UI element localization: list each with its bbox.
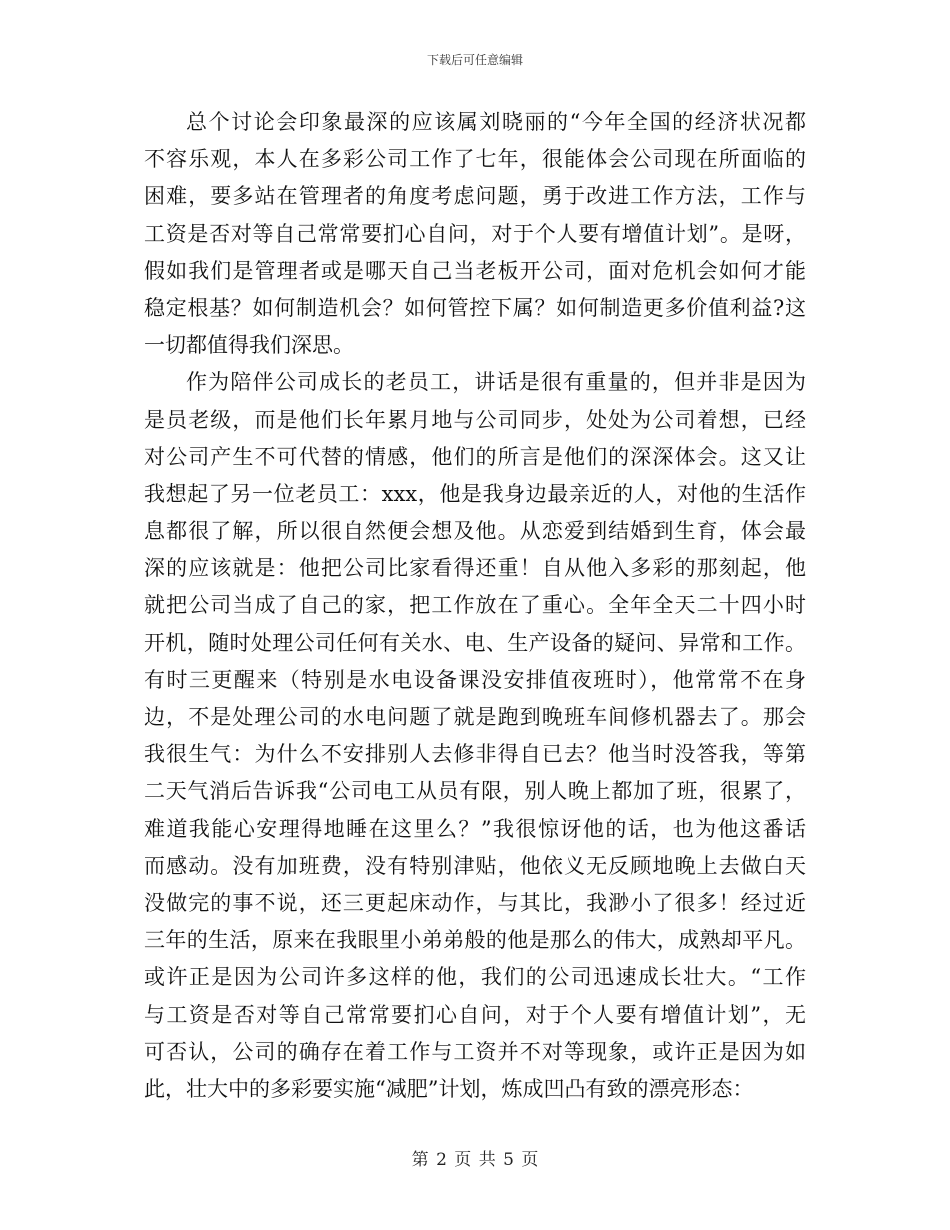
paragraph-1-line: 假如我们是管理者或是哪天自己当老板开公司，面对危机会如何才能 [144,258,806,283]
paragraph-2-line: 可否认，公司的确存在着工作与工资并不对等现象，或许正是因为如 [144,1039,806,1064]
paragraph-2-line: 而感动。没有加班费，没有特别津贴，他依义无反顾地晚上去做白天 [144,853,806,878]
paragraph-2-line: 深的应该就是：他把公司比家看得还重！自从他入多彩的那刻起，他 [144,556,806,581]
paragraph-2-line: 此，壮大中的多彩要实施“减肥”计划，炼成凹凸有致的漂亮形态： [144,1076,754,1101]
paragraph-1-line: 困难，要多站在管理者的角度考虑问题，勇于改进工作方法，工作与 [144,184,806,209]
paragraph-1-line: 稳定根基？如何制造机会？如何管控下属？如何制造更多价值利益?这 [144,295,806,320]
paragraph-1-line: 一切都值得我们深思。 [144,333,354,358]
paragraph-2-line: 二天气消后告诉我“公司电工从员有限，别人晚上都加了班，很累了， [144,779,806,804]
paragraph-2-line: 与工资是否对等自己常常要扪心自问，对于个人要有增值计划”，无 [144,1002,806,1027]
paragraph-2-line: 对公司产生不可代替的情感，他们的所言是他们的深深体会。这又让 [144,444,806,469]
paragraph-2-line: 我很生气：为什么不安排别人去修非得自已去？他当时没答我，等第 [144,742,806,767]
paragraph-2-line: 有时三更醒来（特别是水电设备课没安排值夜班时），他常常不在身 [144,667,806,692]
paragraph-2-line: 作为陪伴公司成长的老员工，讲话是很有重量的，但并非是因为 [186,370,806,395]
paragraph-2-line: 息都很了解，所以很自然便会想及他。从恋爱到结婚到生育，体会最 [144,519,806,544]
body-text [144,104,806,1108]
paragraph-2-line: 难道我能心安理得地睡在这里么？”我很惊讶他的话，也为他这番话 [144,816,806,841]
paragraph-1-line: 总个讨论会印象最深的应该属刘晓丽的“今年全国的经济状况都 [186,110,806,134]
page-number-footer: 第 2 页 共 5 页 [411,1150,539,1170]
paragraph-2-line: 是员老级，而是他们长年累月地与公司同步，处处为公司着想，已经 [144,407,806,432]
paragraph-1-line: 工资是否对等自己常常要扪心自问，对于个人要有增值计划”。是呀， [144,221,806,246]
paragraph-2-line: 没做完的事不说，还三更起床动作，与其比，我渺小了很多！经过近 [144,890,806,915]
paragraph-2-line: 我想起了另一位老员工：xxx，他是我身边最亲近的人，对他的生活作 [144,481,806,506]
paragraph-2-line: 就把公司当成了自己的家，把工作放在了重心。全年全天二十四小时 [144,593,806,618]
paragraph-1-line: 不容乐观，本人在多彩公司工作了七年，很能体会公司现在所面临的 [144,147,806,172]
paragraph-2-line: 开机，随时处理公司任何有关水、电、生产设备的疑问、异常和工作。 [144,630,806,655]
paragraph-2-line: 三年的生活，原来在我眼里小弟弟般的他是那么的伟大，成熟却平凡。 [144,928,806,953]
paragraph-2-line: 边，不是处理公司的水电问题了就是跑到晚班车间修机器去了。那会 [144,705,806,729]
paragraph-2-line: 或许正是因为公司许多这样的他，我们的公司迅速成长壮大。“工作 [144,965,806,990]
page-header: 下载后可任意编辑 [426,53,523,67]
